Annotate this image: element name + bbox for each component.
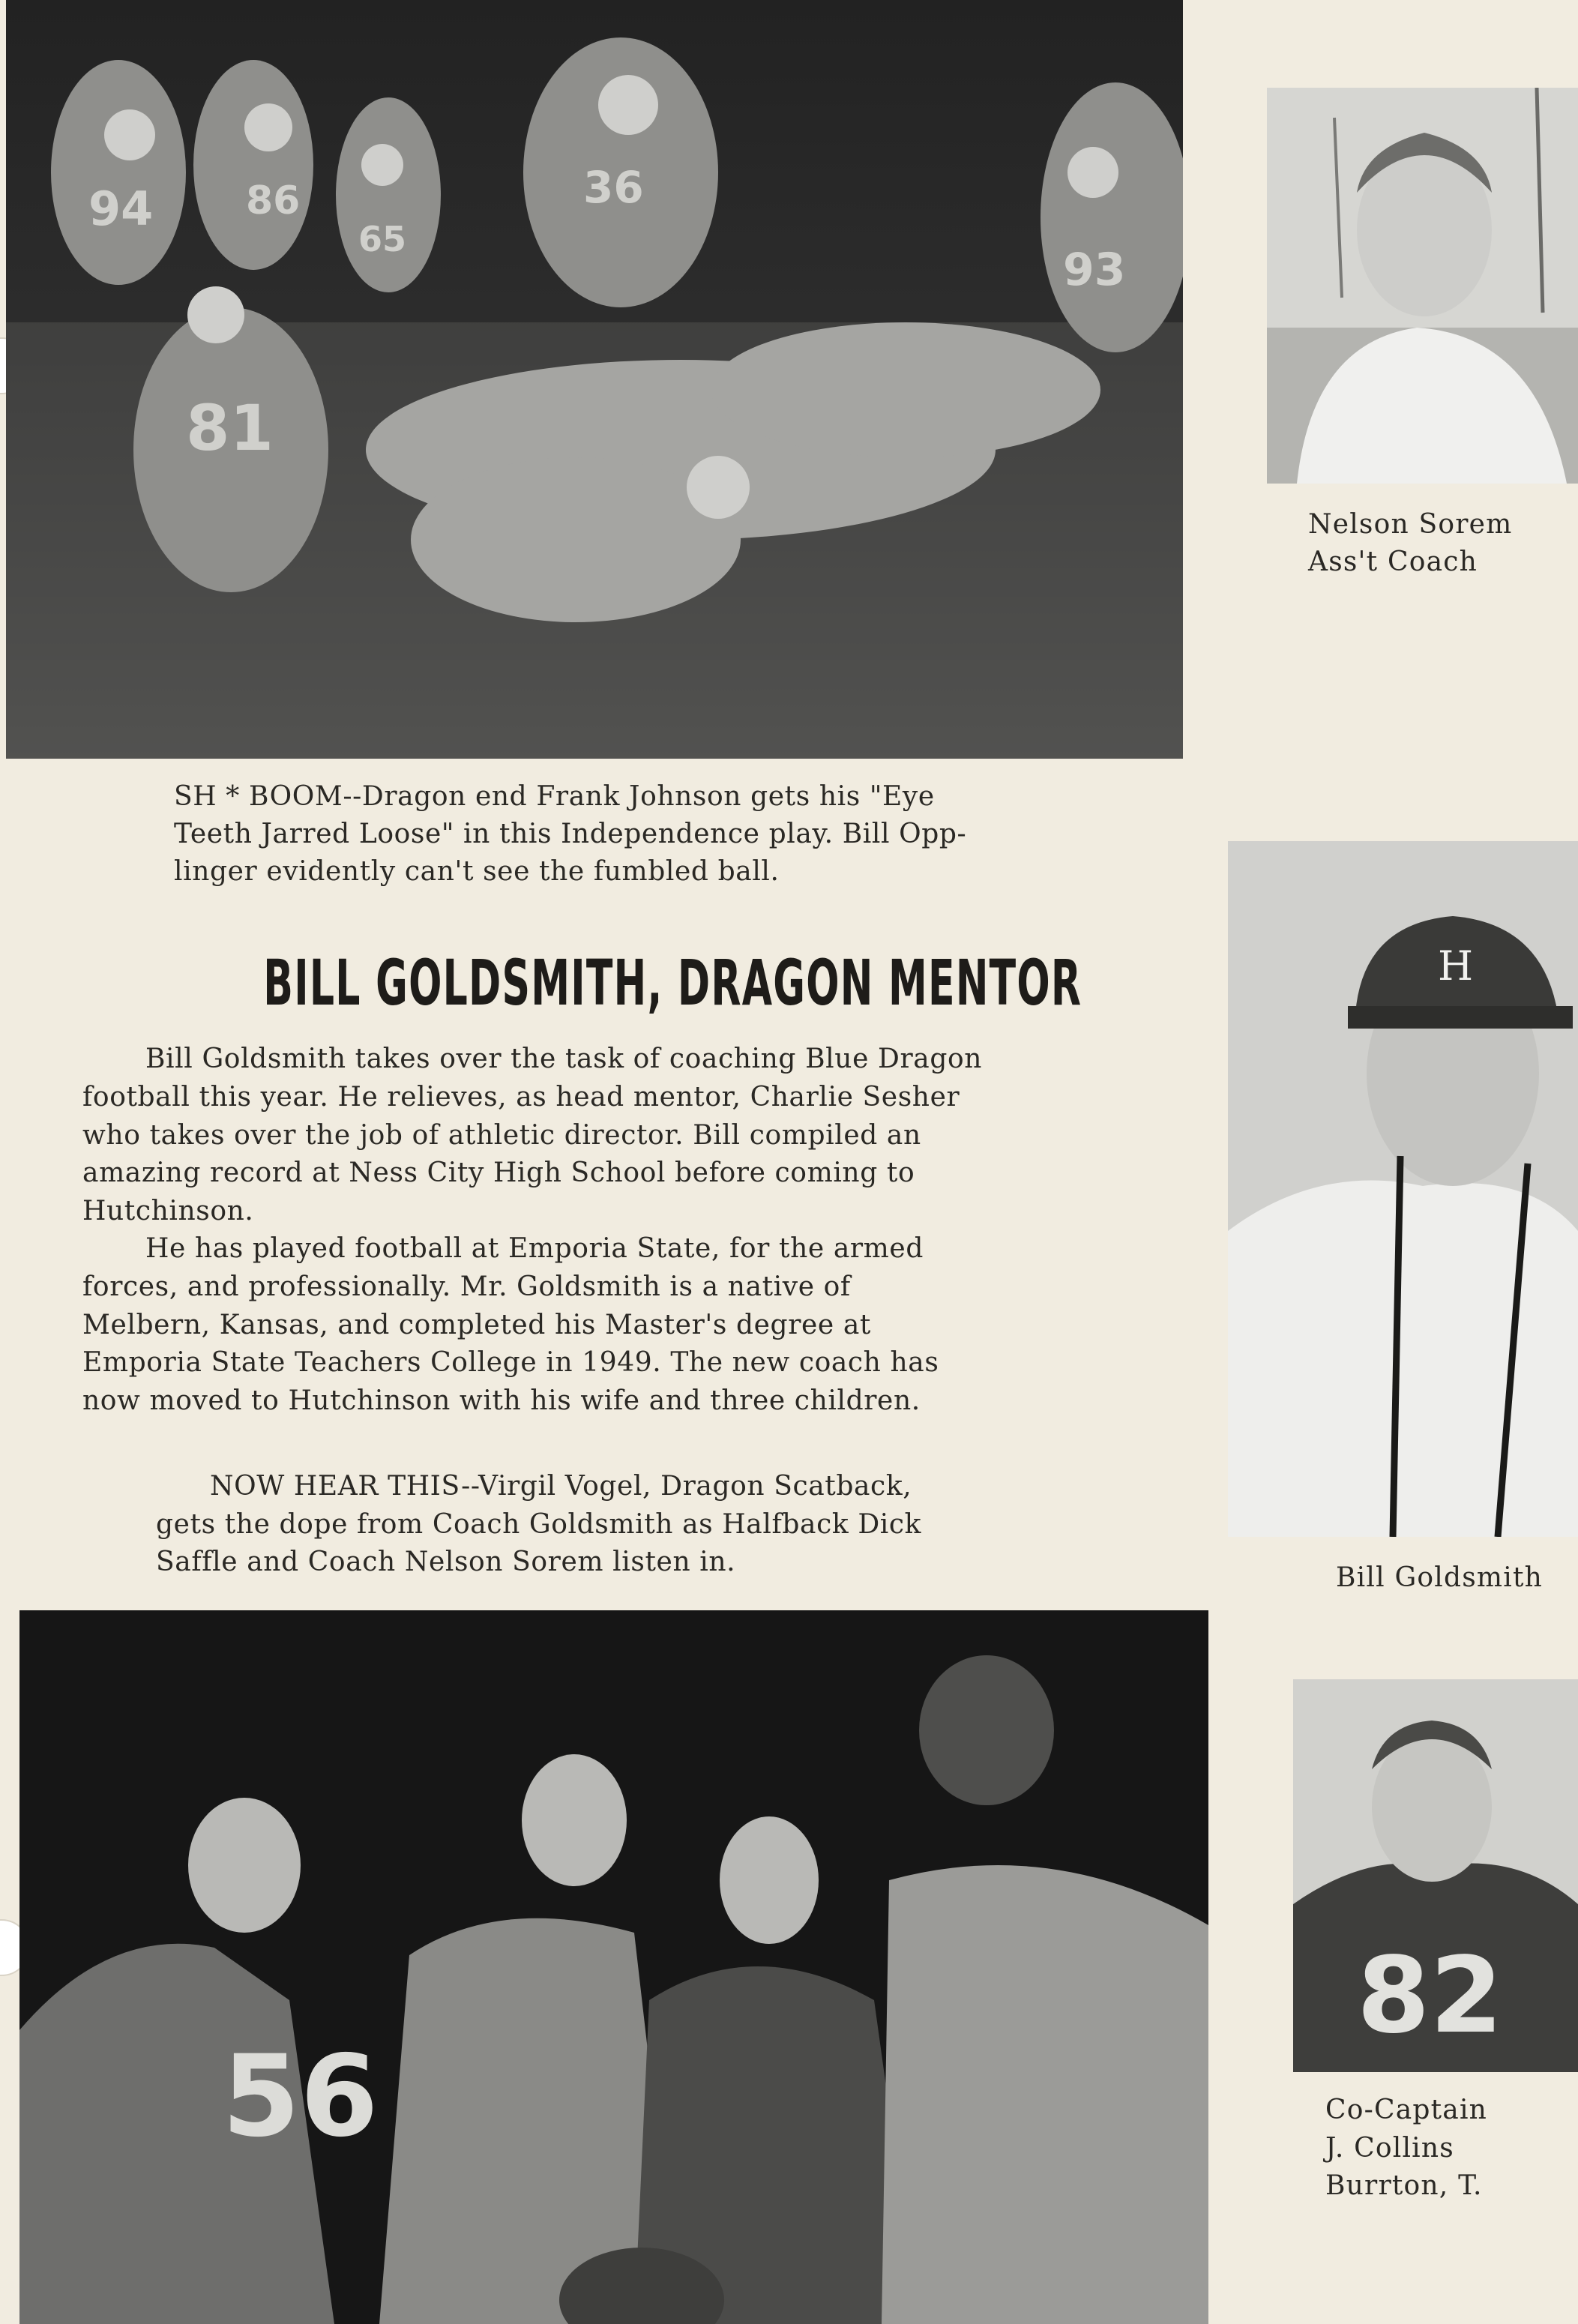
article-paragraph-2: He has played football at Emporia State, for the armed forces, and professionally. Mr. Goldsmith is a native of Melbern, Kansas, and completed his Master's degree at Emporia State Teachers College in 1949. The new coach has now moved to Hutchinson with his wife and three children. <box>82 1233 939 1417</box>
portrait-j-collins <box>1293 1679 1578 2072</box>
top-photo-caption: SH * BOOM--Dragon end Frank Johnson gets his "Eye Teeth Jarred Loose" in this Independence play. Bill Opp- linger evidently can't see the fumbled ball. <box>174 781 967 887</box>
jersey-number-56: 56 <box>222 2032 379 2162</box>
bottom-photo-caption: NOW HEAR THIS--Virgil Vogel, Dragon Scatback, gets the dope from Coach Goldsmith as Halfback Dick Saffle and Coach Nelson Sorem listen in. <box>156 1471 922 1577</box>
jersey-number-86: 86 <box>246 178 301 223</box>
jersey-number-93: 93 <box>1063 244 1126 296</box>
portrait-nelson-sorem <box>1267 88 1578 484</box>
caption-j-collins: Co-Captain J. Collins Burrton, T. <box>1325 2095 1488 2201</box>
caption-bill-goldsmith: Bill Goldsmith <box>1336 1562 1544 1593</box>
article-headline: BILL GOLDSMITH, DRAGON MENTOR <box>263 946 1082 1020</box>
jersey-number-94: 94 <box>88 181 154 236</box>
portrait-bill-goldsmith <box>1228 841 1578 1537</box>
football-action-photo <box>6 0 1183 759</box>
article-paragraph-1: Bill Goldsmith takes over the task of coaching Blue Dragon football this year. He relieves, as head mentor, Charlie Sesher who takes over the job of athletic director. Bill compiled an amazing record at Ness City High School before coming to Hutchinson. <box>82 1044 983 1227</box>
jersey-number-82: 82 <box>1357 1935 1503 2057</box>
jersey-number-36: 36 <box>583 162 644 213</box>
sideline-huddle-photo <box>19 1610 1208 2324</box>
cap-letter-h: H <box>1438 942 1474 990</box>
caption-nelson-sorem: Nelson Sorem Ass't Coach <box>1308 509 1513 577</box>
jersey-number-65: 65 <box>358 219 407 259</box>
jersey-number-81: 81 <box>186 391 274 465</box>
